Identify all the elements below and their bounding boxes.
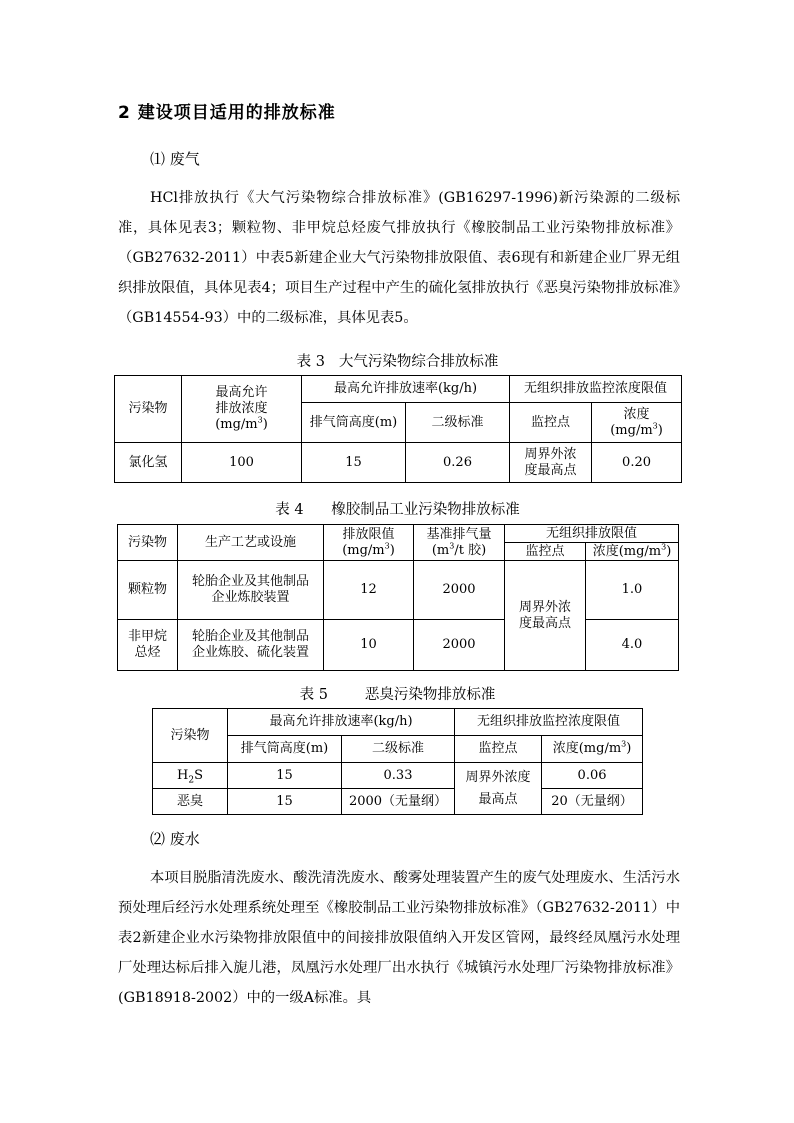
t4-cell-base: 2000	[414, 561, 505, 620]
t4-header-pollutant: 污染物	[118, 525, 178, 561]
t5-cell-pollutant: 恶臭	[153, 789, 228, 815]
t5-header-pollutant: 污染物	[153, 709, 228, 763]
t3-header-fugitive: 无组织排放监控浓度限值	[510, 376, 682, 403]
t3-header-concentration	[182, 376, 302, 443]
t4-cell-fugitive-conc: 4.0	[586, 620, 679, 671]
t5-cell-fugitive-conc: 20（无量纲）	[542, 789, 643, 815]
t3-cell-stack: 15	[302, 443, 406, 483]
table3	[114, 375, 682, 483]
t3-cell-monitor-point: 周界外浓 度最高点	[510, 443, 592, 483]
paragraph-waste-water: 本项目脱脂清洗废水、酸洗清洗废水、酸雾处理装置产生的废气处理废水、生活污水预处理后经污水处理系统处理至《橡胶制品工业污染物排放标准》（GB27632-2011）中表2新建企业水污染物排放限值中的间接排放限值纳入开发区管网，最终经凤凰污水处理厂处理达标后排入旎儿港，凤凰污水处理厂出水执行《城镇污水处理厂污染物排放标准》(GB18918-2002）中的一级A标准。具	[118, 870, 680, 1006]
t5-header-monitor-point: 监控点	[455, 736, 542, 763]
t3-cell-conc: 100	[182, 443, 302, 483]
subsection-waste-water: ⑵ 废水	[150, 830, 200, 848]
t3-header-conc-line1: 最高允许	[215, 385, 268, 400]
t4-cell-pollutant: 颗粒物	[118, 561, 178, 620]
t3-header-conc-unit: $(mg/m^3)$	[215, 415, 268, 432]
t5-cell-stack: 15	[228, 789, 342, 815]
table5-caption: 表 5 恶臭污染物排放标准	[299, 687, 496, 703]
t3-header-stack-height: 排气筒高度(m)	[302, 403, 406, 443]
t3-cell-pollutant: 氯化氢	[115, 443, 182, 483]
t4-cell-fugitive-conc: 1.0	[586, 561, 679, 620]
t3-header-level2: 二级标准	[406, 403, 510, 443]
t4-cell-base: 2000	[414, 620, 505, 671]
table5	[152, 708, 643, 815]
t3-header-monitor-point: 监控点	[510, 403, 592, 443]
t3-header-fugitive-conc: 浓度 $(mg/m^3)$	[592, 403, 682, 443]
section-heading: 2 建设项目适用的排放标准	[118, 103, 336, 123]
t4-cell-limit: 10	[324, 620, 414, 671]
t3-header-conc-line2: 排放浓度	[215, 401, 268, 416]
subsection-waste-gas: ⑴ 废气	[150, 150, 200, 168]
table4-caption: 表 4 橡胶制品工业污染物排放标准	[275, 502, 520, 518]
table4	[117, 524, 679, 671]
t4-cell-limit: 12	[324, 561, 414, 620]
t4-header-base-volume: 基准排气量 ($m^3/t$ 胶)	[414, 525, 505, 561]
t5-header-stack-height: 排气筒高度(m)	[228, 736, 342, 763]
t5-cell-pollutant: $H_2S$	[153, 763, 228, 789]
t3-header-pollutant: 污染物	[115, 376, 182, 443]
t3-cell-level2: 0.26	[406, 443, 510, 483]
t5-header-fugitive: 无组织排放监控浓度限值	[455, 709, 643, 736]
t5-cell-monitor-point: 周界外浓度 最高点	[455, 763, 542, 815]
t5-header-level2: 二级标准	[342, 736, 455, 763]
t4-header-fugitive: 无组织排放限值	[505, 525, 679, 543]
t4-header-fugitive-conc: 浓度$(mg/m^3)$	[586, 543, 679, 561]
t5-cell-level2: 0.33	[342, 763, 455, 789]
table3-caption: 表 3 大气污染物综合排放标准	[296, 354, 499, 370]
t3-header-rate: 最高允许排放速率(kg/h)	[302, 376, 510, 403]
t4-header-monitor-point: 监控点	[505, 543, 586, 561]
t5-cell-level2: 2000（无量纲）	[342, 789, 455, 815]
t5-header-rate: 最高允许排放速率(kg/h)	[228, 709, 455, 736]
t5-cell-fugitive-conc: 0.06	[542, 763, 643, 789]
t5-header-fugitive-conc: 浓度$(mg/m^3)$	[542, 736, 643, 763]
t4-header-limit: 排放限值 $(mg/m^3)$	[324, 525, 414, 561]
t3-cell-fugitive-conc: 0.20	[592, 443, 682, 483]
t4-cell-process: 轮胎企业及其他制品 企业炼胶、硫化装置	[178, 620, 324, 671]
t4-header-process: 生产工艺或设施	[178, 525, 324, 561]
paragraph-waste-gas: HCl排放执行《大气污染物综合排放标准》(GB16297-1996)新污染源的二级标准，具体见表3；颗粒物、非甲烷总烃废气排放执行《橡胶制品工业污染物排放标准》（GB27632-2011）中表5新建企业大气污染物排放限值、表6现有和新建企业厂界无组织排放限值，具体见表4；项目生产过程中产生的硫化氢排放执行《恶臭污染物排放标准》（GB14554-93）中的二级标准，具体见表5。	[118, 190, 680, 326]
t4-cell-pollutant: 非甲烷 总烃	[118, 620, 178, 671]
t4-cell-process: 轮胎企业及其他制品 企业炼胶装置	[178, 561, 324, 620]
t5-cell-stack: 15	[228, 763, 342, 789]
t4-cell-monitor-point: 周界外浓 度最高点	[505, 561, 586, 671]
